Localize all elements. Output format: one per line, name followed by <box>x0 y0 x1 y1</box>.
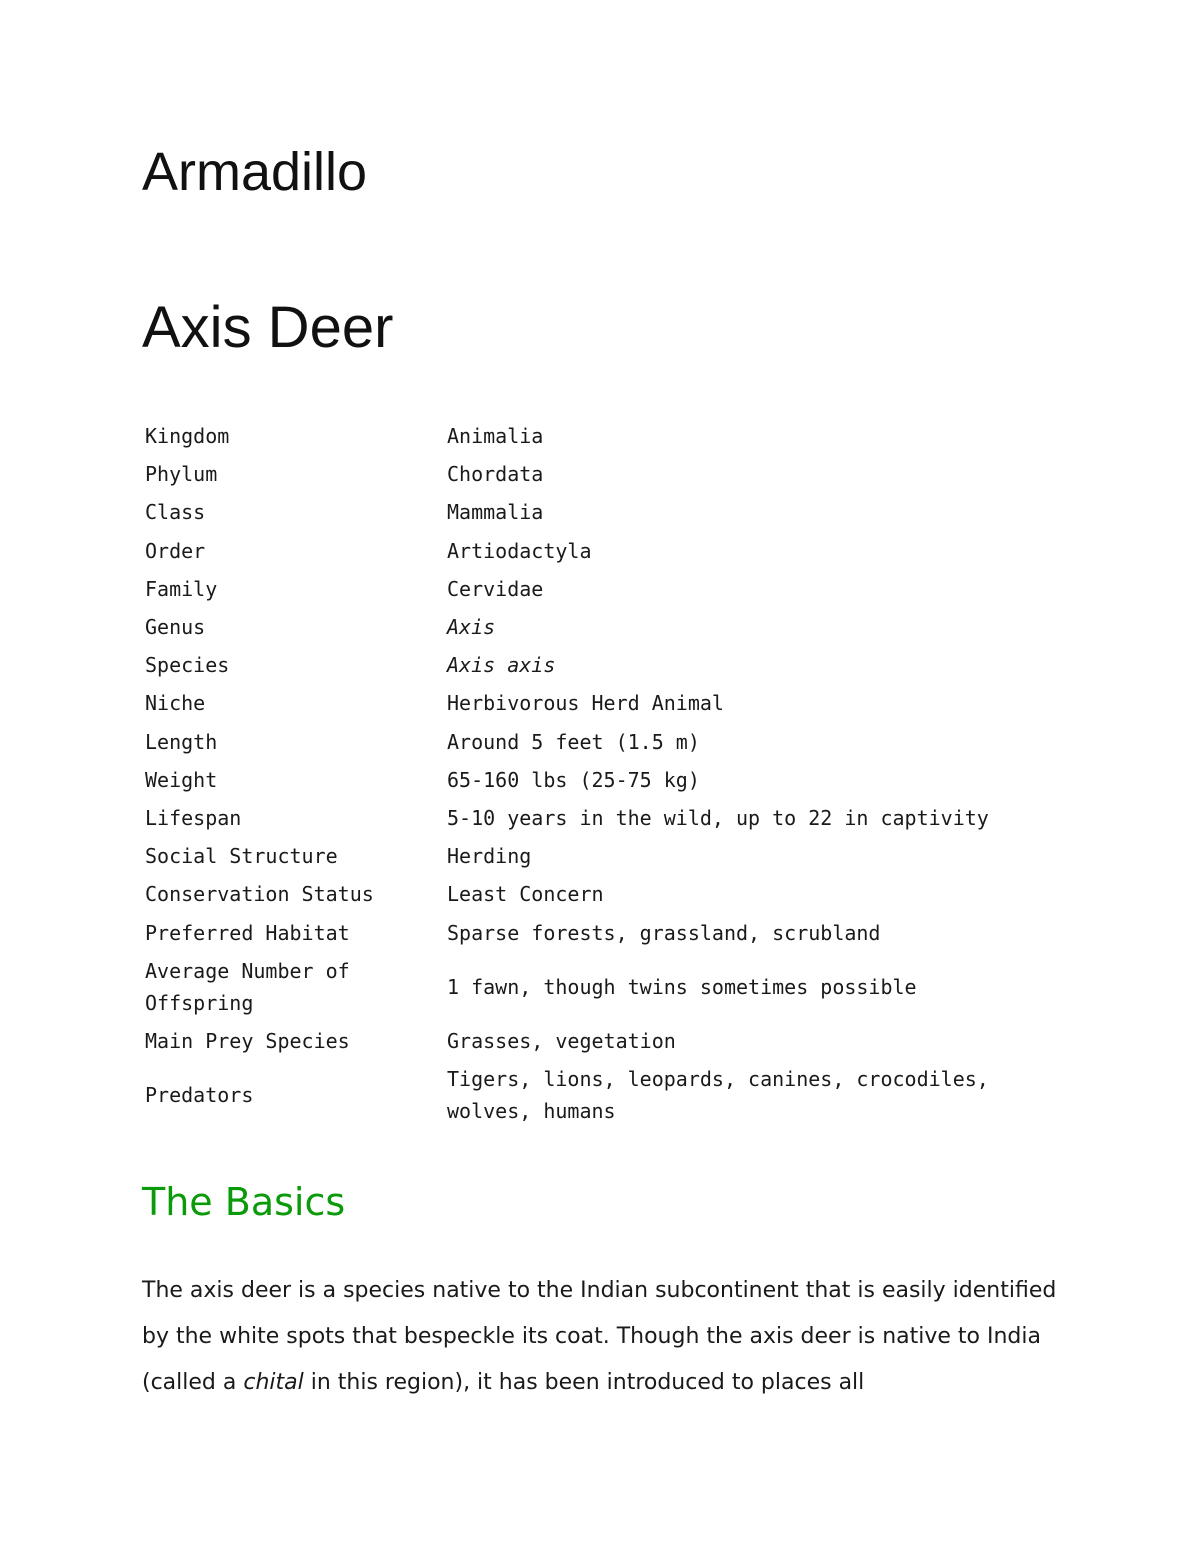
fact-key: Order <box>145 538 206 563</box>
fact-key: Main Prey Species <box>145 1028 350 1053</box>
fact-key: Phylum <box>145 462 218 487</box>
table-row <box>145 608 1047 646</box>
facts-table <box>145 417 1047 1130</box>
fact-key: Species <box>145 653 230 678</box>
table-row <box>145 913 1047 951</box>
fact-value: Herbivorous Herd Animal <box>447 691 724 716</box>
fact-value: Artiodactyla <box>447 538 592 563</box>
table-row <box>145 455 1047 493</box>
table-row <box>145 1060 1047 1130</box>
table-row <box>145 723 1047 761</box>
paragraph-text: The axis deer is a species native to the Indian subcontinent that is easily identified by the white spots that bespeckle its coat. Though the axis deer is native to India (called a <box>142 1278 1057 1395</box>
table-row <box>145 952 1047 1022</box>
fact-value: 65-160 lbs (25-75 kg) <box>447 767 700 792</box>
fact-value: Grasses, vegetation <box>447 1028 676 1053</box>
fact-value: Least Concern <box>447 882 604 907</box>
table-row <box>145 493 1047 531</box>
fact-key: Genus <box>145 615 206 640</box>
fact-key: Length <box>145 729 218 754</box>
table-row <box>145 799 1047 837</box>
fact-value: Tigers, lions, leopards, canines, crocodiles, wolves, humans <box>447 1066 989 1123</box>
fact-value: Sparse forests, grassland, scrubland <box>447 920 881 945</box>
fact-value: 5-10 years in the wild, up to 22 in captivity <box>447 805 989 830</box>
basics-paragraph <box>142 1268 1062 1406</box>
paragraph-text: in this region), it has been introduced to places all <box>303 1370 865 1395</box>
fact-key: Family <box>145 576 218 601</box>
table-row <box>145 684 1047 722</box>
fact-value: Axis axis <box>447 653 556 678</box>
fact-value: Chordata <box>447 462 544 487</box>
table-row <box>145 417 1047 455</box>
table-row <box>145 875 1047 913</box>
fact-value: Animalia <box>447 424 544 449</box>
fact-key: Predators <box>145 1082 254 1107</box>
table-row <box>145 761 1047 799</box>
table-row <box>145 1022 1047 1060</box>
fact-key: Social Structure <box>145 844 338 869</box>
fact-key: Kingdom <box>145 424 230 449</box>
fact-key: Conservation Status <box>145 882 374 907</box>
fact-key: Average Number of Offspring <box>145 958 350 1015</box>
table-row <box>145 837 1047 875</box>
fact-key: Niche <box>145 691 206 716</box>
paragraph-italic-term: chital <box>243 1370 304 1395</box>
fact-value: Herding <box>447 844 532 869</box>
table-row <box>145 646 1047 684</box>
table-row <box>145 532 1047 570</box>
fact-value: Axis <box>447 615 496 640</box>
table-row <box>145 570 1047 608</box>
fact-key: Lifespan <box>145 805 242 830</box>
fact-value: Around 5 feet (1.5 m) <box>447 729 700 754</box>
heading-armadillo: Armadillo <box>142 142 368 202</box>
fact-key: Preferred Habitat <box>145 920 350 945</box>
fact-key: Class <box>145 500 206 525</box>
fact-key: Weight <box>145 767 218 792</box>
fact-value: Mammalia <box>447 500 544 525</box>
heading-the-basics: The Basics <box>142 1180 346 1224</box>
fact-value: Cervidae <box>447 576 544 601</box>
fact-value: 1 fawn, though twins sometimes possible <box>447 974 917 999</box>
heading-axis-deer: Axis Deer <box>142 295 394 360</box>
